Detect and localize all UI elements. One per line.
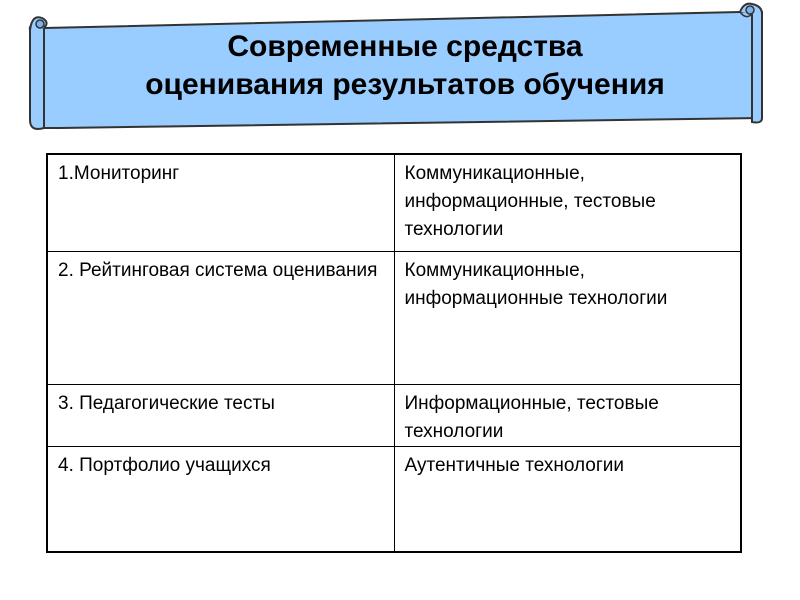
table-row	[47, 446, 741, 552]
technologies-cell: Коммуникационные, информационные, тестовые технологии	[394, 154, 741, 251]
method-cell: 2. Рейтинговая система оценивания	[47, 251, 394, 384]
technologies-cell: Коммуникационные, информационные технологии	[394, 251, 741, 384]
table-row	[47, 154, 741, 251]
title-line-1: Современные средства	[227, 30, 583, 63]
table-row	[47, 384, 741, 446]
table-row	[47, 251, 741, 384]
assessment-tools-table	[46, 153, 742, 553]
method-cell: 4. Портфолио учащихся	[47, 446, 394, 552]
technologies-cell: Информационные, тестовые технологии	[394, 384, 741, 446]
method-cell: 1.Мониторинг	[47, 154, 394, 251]
title-line-2: оценивания результатов обучения	[145, 68, 665, 101]
page-title	[60, 28, 750, 104]
technologies-cell: Аутентичные технологии	[394, 446, 741, 552]
method-cell: 3. Педагогические тесты	[47, 384, 394, 446]
scroll-banner	[0, 0, 800, 140]
